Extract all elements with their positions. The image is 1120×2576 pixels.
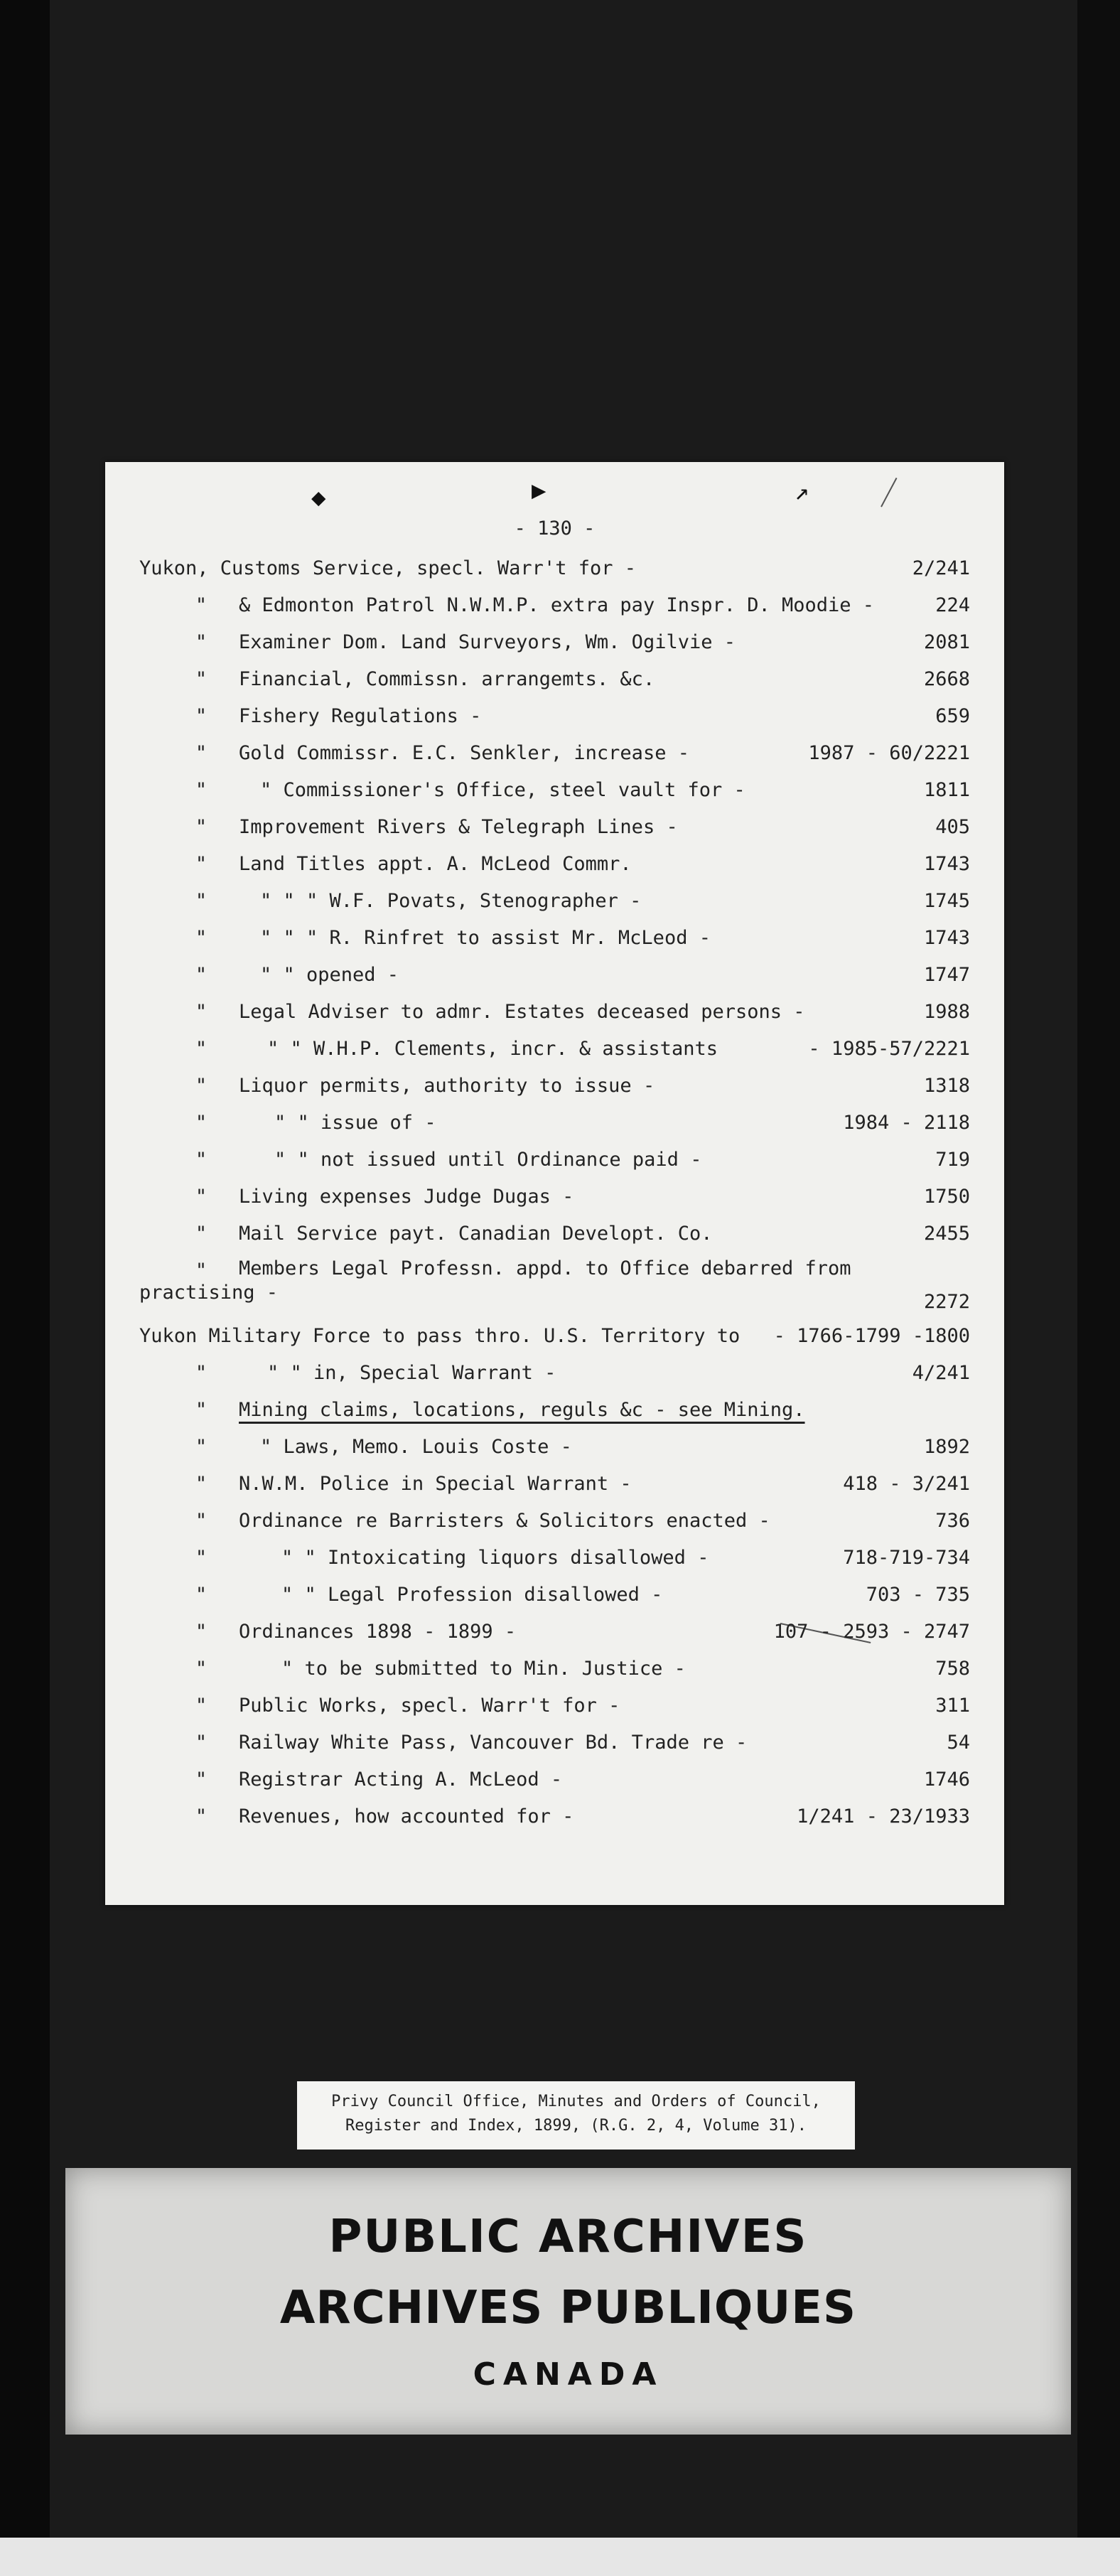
index-entry	[105, 1396, 1004, 1424]
entry-reference: 405	[935, 816, 970, 838]
ditto-mark: "	[195, 1473, 208, 1495]
entry-text: Railway White Pass, Vancouver Bd. Trade re -	[239, 1732, 748, 1754]
entry-text: Mining claims, locations, reguls &c - see Mining.	[239, 1399, 805, 1421]
entry-text: " Commissioner's Office, steel vault for -	[260, 779, 745, 801]
scan-bottom-strip	[0, 2538, 1120, 2576]
index-entry	[105, 961, 1004, 989]
stamp-line-country: CANADA	[473, 2356, 664, 2393]
entry-reference: 1/241 - 23/1933	[797, 1805, 970, 1828]
index-entry	[105, 1803, 1004, 1831]
index-entry	[105, 776, 1004, 805]
ditto-mark: "	[195, 853, 208, 875]
entry-reference: 736	[935, 1510, 970, 1532]
pen-stroke	[881, 478, 897, 508]
index-entry	[105, 850, 1004, 879]
ditto-mark: "	[195, 1399, 208, 1421]
entry-reference: 2455	[923, 1223, 970, 1245]
entry-reference: 311	[935, 1695, 970, 1717]
entry-reference: 1750	[923, 1186, 970, 1208]
entry-text: Public Works, specl. Warr't for -	[239, 1695, 620, 1717]
archives-stamp	[65, 2168, 1071, 2435]
entry-reference: 1745	[923, 890, 970, 912]
entry-text: Revenues, how accounted for -	[239, 1805, 574, 1828]
stamp-line-french: ARCHIVES PUBLIQUES	[279, 2282, 857, 2334]
entry-text: " " " R. Rinfret to assist Mr. McLeod -	[260, 927, 711, 949]
entry-reference: 1987 - 60/2221	[808, 742, 970, 764]
ditto-mark: "	[195, 1510, 208, 1532]
entry-text: Improvement Rivers & Telegraph Lines -	[239, 816, 678, 838]
ditto-mark: "	[195, 1260, 208, 1282]
entry-reference: - 1985-57/2221	[808, 1038, 970, 1060]
entry-text: Legal Adviser to admr. Estates deceased persons -	[239, 1001, 805, 1023]
entry-reference: 2081	[923, 631, 970, 653]
index-entry	[105, 1655, 1004, 1683]
index-entry	[105, 887, 1004, 916]
index-entry	[105, 1257, 1004, 1314]
entry-reference: 2272	[923, 1291, 970, 1313]
entry-text: " " Intoxicating liquors disallowed -	[281, 1547, 709, 1569]
entry-reference: 1892	[923, 1436, 970, 1458]
entry-text: Ordinance re Barristers & Solicitors enacted -	[239, 1510, 770, 1532]
entry-reference: 4/241	[912, 1362, 970, 1384]
entry-text: Yukon Military Force to pass thro. U.S. Territory to	[139, 1325, 741, 1347]
index-entry	[105, 1322, 1004, 1351]
index-entry	[105, 1035, 1004, 1063]
entry-text: Registrar Acting A. McLeod -	[239, 1769, 563, 1791]
entry-reference: 54	[947, 1732, 970, 1754]
entry-text: Yukon, Customs Service, specl. Warr't for -	[139, 557, 636, 579]
entry-text: Gold Commissr. E.C. Senkler, increase -	[239, 742, 689, 764]
entry-reference: 703 - 735	[866, 1584, 970, 1606]
index-entry	[105, 1692, 1004, 1720]
entry-text: Members Legal Professn. appd. to Office debarred from practising -	[139, 1257, 851, 1304]
index-entry	[105, 554, 1004, 583]
entry-text: " Laws, Memo. Louis Coste -	[260, 1436, 572, 1458]
index-entry	[105, 702, 1004, 731]
entry-text: Examiner Dom. Land Surveyors, Wm. Ogilvie -	[239, 631, 736, 653]
entry-text: N.W.M. Police in Special Warrant -	[239, 1473, 632, 1495]
index-entry	[105, 628, 1004, 657]
entry-text: " " W.H.P. Clements, incr. & assistants	[267, 1038, 718, 1060]
ditto-mark: "	[195, 1436, 208, 1458]
ditto-mark: "	[195, 1695, 208, 1717]
ditto-mark: "	[195, 890, 208, 912]
index-entry	[105, 1544, 1004, 1572]
index-entry	[105, 1729, 1004, 1757]
page-number: - 130 -	[514, 517, 596, 540]
ditto-mark: "	[195, 1223, 208, 1245]
entry-reference: 1984 - 2118	[843, 1112, 970, 1134]
archive-citation: Privy Council Office, Minutes and Orders of Council, Register and Index, 1899, (R.G. 2, 4, Volume 31).	[297, 2081, 855, 2150]
ditto-mark: "	[195, 1805, 208, 1828]
index-entry	[105, 1766, 1004, 1794]
entry-text: " to be submitted to Min. Justice -	[281, 1658, 686, 1680]
ditto-mark: "	[195, 1547, 208, 1569]
ditto-mark: "	[195, 1769, 208, 1791]
entry-text: Living expenses Judge Dugas -	[239, 1186, 574, 1208]
index-entry	[105, 1146, 1004, 1174]
entry-reference: - 1766-1799 -1800	[773, 1325, 970, 1347]
stamp-line-english: PUBLIC ARCHIVES	[328, 2211, 808, 2263]
entry-reference: 224	[935, 594, 970, 616]
ditto-mark: "	[195, 1362, 208, 1384]
entry-reference: 1811	[923, 779, 970, 801]
entry-text: Land Titles appt. A. McLeod Commr.	[239, 853, 632, 875]
entry-reference: 1743	[923, 927, 970, 949]
ditto-mark: "	[195, 742, 208, 764]
entry-text: Financial, Commissn. arrangemts. &c.	[239, 668, 655, 690]
index-entry	[105, 1220, 1004, 1248]
entry-text: Fishery Regulations -	[239, 705, 482, 727]
ditto-mark: "	[195, 705, 208, 727]
entry-text: " " opened -	[260, 964, 399, 986]
ditto-mark: "	[195, 1075, 208, 1097]
entry-reference: 418 - 3/241	[843, 1473, 970, 1495]
entry-text: " " " W.F. Povats, Stenographer -	[260, 890, 642, 912]
ditto-mark: "	[195, 668, 208, 690]
entry-text: " " not issued until Ordinance paid -	[274, 1149, 702, 1171]
ditto-mark: "	[195, 1001, 208, 1023]
ditto-mark: "	[195, 631, 208, 653]
entry-text: " " Legal Profession disallowed -	[281, 1584, 663, 1606]
entry-reference: 719	[935, 1149, 970, 1171]
index-entry	[105, 1433, 1004, 1461]
entry-text: " " in, Special Warrant -	[267, 1362, 556, 1384]
ditto-mark: "	[195, 927, 208, 949]
entry-text: Ordinances 1898 - 1899 -	[239, 1621, 517, 1643]
entry-text: Liquor permits, authority to issue -	[239, 1075, 655, 1097]
entry-reference: 107 - 2593 - 2747	[773, 1621, 970, 1643]
ditto-mark: "	[195, 1621, 208, 1643]
index-entry	[105, 1507, 1004, 1535]
ditto-mark: "	[195, 1112, 208, 1134]
entry-text: & Edmonton Patrol N.W.M.P. extra pay Inspr. D. Moodie -	[239, 594, 875, 616]
ditto-mark: "	[195, 1149, 208, 1171]
punch-mark-center: ▶	[532, 476, 546, 505]
entry-reference: 1746	[923, 1769, 970, 1791]
index-entry	[105, 813, 1004, 842]
entry-reference: 758	[935, 1658, 970, 1680]
punch-mark-right: ↗	[795, 478, 809, 506]
index-entry	[105, 591, 1004, 620]
index-entry	[105, 1618, 1004, 1646]
entry-text: " " issue of -	[274, 1112, 436, 1134]
entry-reference: 1318	[923, 1075, 970, 1097]
scan-edge-left	[0, 0, 50, 2576]
index-entry	[105, 1072, 1004, 1100]
entry-reference: 718-719-734	[843, 1547, 970, 1569]
index-entry	[105, 665, 1004, 694]
index-entry	[105, 1183, 1004, 1211]
ditto-mark: "	[195, 1732, 208, 1754]
ditto-mark: "	[195, 1658, 208, 1680]
punch-mark-left: ◆	[311, 483, 326, 512]
index-page	[105, 462, 1004, 1905]
ditto-mark: "	[195, 964, 208, 986]
ditto-mark: "	[195, 1038, 208, 1060]
index-entry	[105, 1359, 1004, 1388]
entry-reference: 1747	[923, 964, 970, 986]
index-entry	[105, 998, 1004, 1026]
ditto-mark: "	[195, 1186, 208, 1208]
index-entry	[105, 1581, 1004, 1609]
index-entry	[105, 1109, 1004, 1137]
entry-reference: 2668	[923, 668, 970, 690]
scan-edge-right	[1077, 0, 1120, 2576]
entry-reference: 2/241	[912, 557, 970, 579]
ditto-mark: "	[195, 816, 208, 838]
ditto-mark: "	[195, 1584, 208, 1606]
entry-reference: 1988	[923, 1001, 970, 1023]
index-entry	[105, 1470, 1004, 1498]
index-entry	[105, 739, 1004, 768]
entry-reference: 659	[935, 705, 970, 727]
ditto-mark: "	[195, 594, 208, 616]
entry-reference: 1743	[923, 853, 970, 875]
ditto-mark: "	[195, 779, 208, 801]
entry-text: Mail Service payt. Canadian Developt. Co.	[239, 1223, 713, 1245]
index-entry	[105, 924, 1004, 952]
